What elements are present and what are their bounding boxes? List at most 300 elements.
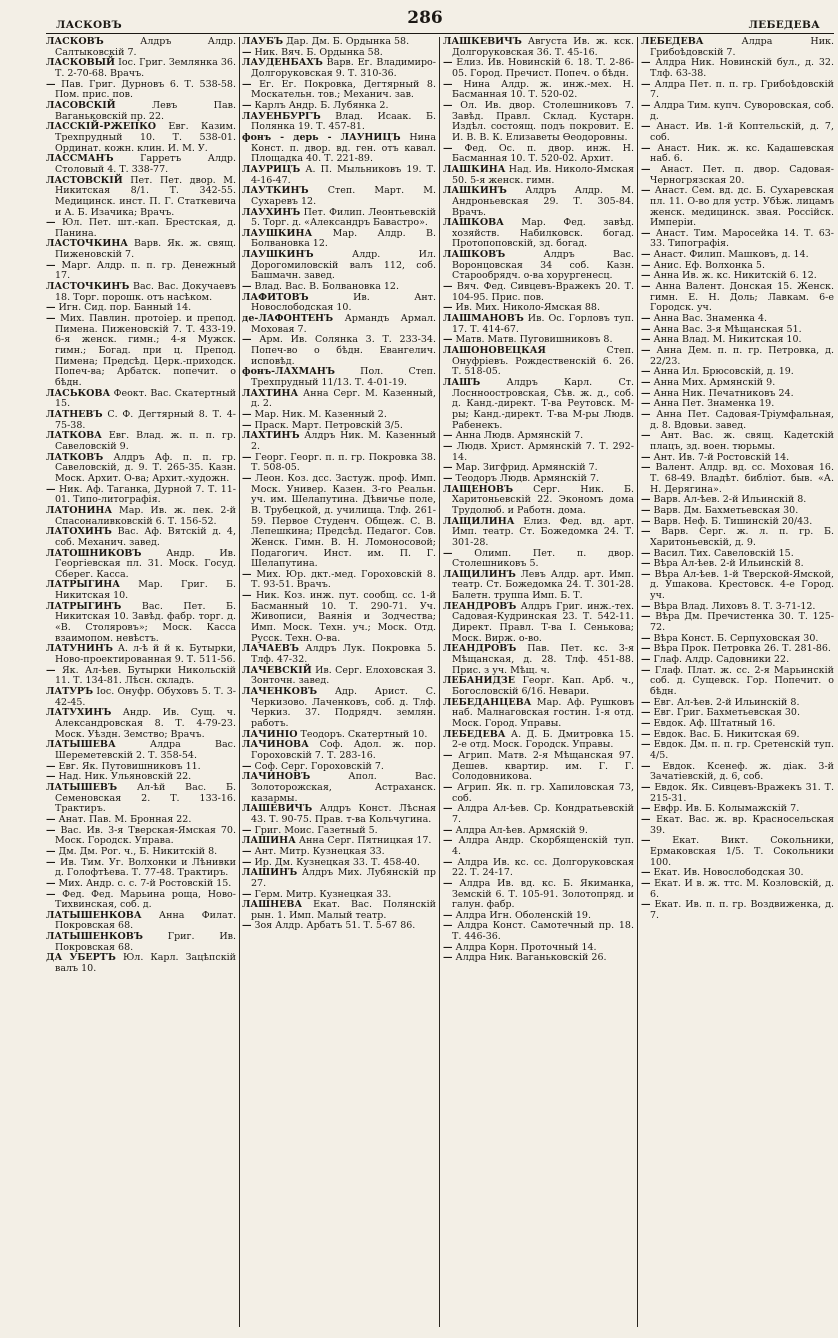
entry-details: Зоя Алдр. Арбатъ 51. Т. 5-67 86.: [251, 920, 416, 932]
directory-entry: [46, 932, 236, 953]
entry-details: Левъ Пав. Ваганьковскій пр. 22.: [55, 99, 236, 122]
entry-details: Анна Влад. М. Никитская 10.: [650, 334, 802, 346]
directory-entry: [443, 218, 634, 250]
entry-details: Ник. Коз. инж. пут. сообщ. сс. 1-й Басманный 10. Т. 290-71. Уч. Живописи, Ваянія и Зодчества; Имп. Моск. Техн. уч.; Моск. Отд. Русск. Техн. О-ва.: [251, 590, 436, 644]
entry-surname: —: [242, 568, 252, 580]
entry-details: Мар. Зигфрид. Армянскій 7.: [452, 462, 598, 474]
entry-details: Анна Ил. Брюсовскій, д. 19.: [650, 366, 794, 378]
entry-surname: —: [242, 856, 252, 868]
entry-surname: —: [641, 728, 651, 740]
entry-surname: ЛАШИНЪ: [242, 867, 298, 879]
entry-details: Алдръ Лук. Покровка 5. Тлф. 47-32.: [251, 643, 436, 666]
entry-details: Мих. Павлин. протоіер. и препод. Пимена. Пиженовскій 7. Т. 433-19. 6-я женск. гимн.; 4-я Мужск. гимн.; Богад. при ц. Препод. Пимена; Предсѣд. Церк.-приходск. Попеч-ва; Арбатск. попечит. о бѣдн.: [55, 313, 236, 388]
entry-surname: ЛАШКЕВИЧЪ: [443, 37, 522, 47]
entry-surname: ЛАЧИНІО: [242, 728, 298, 740]
directory-entry: [443, 879, 634, 911]
entry-surname: —: [641, 547, 651, 559]
entry-details: Ал-ѣй Вас. Б. Семеновская 2. Т. 133-16. Трактиръ.: [55, 781, 236, 815]
directory-entry: [641, 527, 834, 548]
entry-surname: —: [443, 281, 453, 293]
entry-details: Алдръ Алдр. Салтыковскій 7.: [55, 37, 236, 58]
entry-surname: ЛАТРЫГИНЪ: [46, 600, 122, 612]
entry-details: Ант. Митр. Кузнецкая 33.: [251, 845, 385, 857]
entry-details: Анаст. Ник. ж. кс. Кадашевская наб. 6.: [650, 142, 834, 165]
running-head-right: ЛЕБЕДЕВА: [748, 19, 820, 31]
directory-entry: [641, 80, 834, 101]
entry-surname: —: [242, 78, 252, 90]
directory-entry: [641, 58, 834, 79]
entry-surname: —: [443, 334, 453, 346]
entry-surname: ЛАШКИНА: [443, 163, 506, 175]
entry-details: Марг. Алдр. п. п. гр. Денежный 17.: [55, 259, 236, 282]
entry-surname: —: [46, 302, 56, 314]
entry-surname: —: [641, 121, 651, 133]
directory-entry: [443, 517, 634, 549]
directory-entry: [242, 900, 436, 921]
entry-surname: —: [242, 472, 252, 484]
entry-details: Мих. Юр. дкт.-мед. Гороховскій 8. Т. 93-51. Врачъ.: [251, 568, 436, 591]
entry-details: Алдра Ник. Грибоѣдовскій 7.: [650, 37, 834, 58]
entry-surname: —: [242, 334, 252, 346]
directory-entry: [443, 442, 634, 463]
directory-entry: [443, 804, 634, 825]
entry-surname: —: [641, 249, 651, 261]
entry-details: Вас. Ив. 3-я Тверская-Ямская 70. Моск. Городск. Управа.: [55, 824, 236, 847]
entry-surname: —: [641, 142, 651, 154]
entry-surname: ЛАЩЕНОВЪ: [443, 483, 514, 495]
entry-details: Варв. Серг. ж. л. п. гр. Б. Харитоньевскій, д. 9.: [650, 526, 834, 548]
directory-entry: [46, 122, 236, 154]
entry-surname: ЛАШКОВА: [443, 217, 504, 229]
page-number: 286: [407, 8, 443, 28]
entry-surname: ЛАУРИЦЪ: [242, 163, 301, 175]
entry-surname: ЛАУХИНЪ: [242, 206, 301, 218]
entry-surname: —: [46, 888, 56, 900]
directory-entry: [46, 314, 236, 389]
entry-details: Ив. Ант. Новослободская 10.: [251, 291, 436, 314]
entry-details: Фед. Фед. Марьина роща, Ново-Тихвинская, соб. д.: [55, 888, 236, 911]
entry-surname: ЛАТКОВА: [46, 430, 102, 442]
entry-surname: —: [641, 227, 651, 239]
directory-entry: [242, 666, 436, 687]
entry-details: Елиз. Ив. Новинскій 6. 18. Т. 2-86-05. Город. Пречист. Попеч. о бѣдн.: [452, 57, 634, 79]
entry-surname: ЛЕАНДРОВЪ: [443, 600, 517, 612]
entry-details: Гарретъ Алдр. Столовый 4. Т. 338-77.: [55, 153, 236, 175]
entry-details: Евдок. Як. Сивцевъ-Вражекъ 31. Т. 215-31.: [650, 781, 834, 804]
entry-details: Августа Ив. ж. кск. Долгоруковская 36. Т. 45-16.: [452, 37, 634, 58]
entry-surname: —: [242, 920, 252, 932]
entry-surname: —: [46, 824, 56, 836]
entry-surname: —: [443, 803, 453, 815]
entry-details: Ант. Вас. ж. свящ. Кадетскій плацъ, зд. воен. тюрьмы.: [650, 430, 834, 452]
entry-details: Ив. Серг. Елоховская 3. Зонточн. завед.: [251, 664, 436, 687]
entry-surname: —: [242, 419, 252, 431]
entry-surname: ЛАТУХИНЪ: [46, 707, 112, 719]
entry-details: Евдок. Аф. Штатный 16.: [650, 718, 776, 729]
entry-surname: ЛАУЕНБУРГЪ: [242, 110, 321, 122]
directory-entry: [242, 804, 436, 825]
entry-details: Алдръ Григ. инж.-тех. Садовая-Кудринская 23. Т. 542-11. Директ. Правл. Т-ва І. Сенькова; Моск. Вирж. о-во.: [452, 600, 634, 644]
entry-surname: ЛАХТИНА: [242, 387, 299, 399]
entry-details: Варв. Ал-ѣев. 2-й Ильинскій 8.: [650, 494, 807, 506]
entry-surname: ЛАТЫШЕНКОВЪ: [46, 931, 143, 943]
entry-details: Елиз. Фед. вд. арт. Имп. театр. Ст. Божедомка 24. Т. 301-28.: [452, 515, 634, 548]
entry-surname: —: [641, 377, 651, 388]
entry-surname: —: [443, 824, 453, 836]
directory-entry: [443, 570, 634, 602]
directory-entry: [641, 346, 834, 367]
entry-surname: ЛЕБАНИДЗЕ: [443, 675, 515, 687]
entry-details: Алдръ Вас. Воронцовская 34 соб. Казн. Старообрядч. о-ва хорургенесц.: [452, 249, 634, 282]
entry-surname: ЛАТРЫГИНА: [46, 579, 121, 591]
entry-surname: фонъ-ЛАХМАНЪ: [242, 366, 335, 378]
entry-details: Георг. Кап. Арб. ч., Богословскій 6/16. Невари.: [452, 675, 634, 698]
entry-details: Степ. Март. М. Сухаревъ 12.: [251, 185, 436, 207]
directory-entry: [242, 740, 436, 761]
directory-entry: [641, 762, 834, 783]
entry-surname: —: [443, 430, 453, 442]
entry-surname: —: [641, 718, 651, 729]
entry-details: Варв. Ег. Владимиро-Долгоруковская 9. Т. 310-36.: [251, 57, 436, 79]
entry-surname: ЛАТЫШЕВЪ: [46, 781, 118, 793]
entry-surname: —: [641, 664, 651, 676]
entry-details: Екат. И в. ж. ттс. М. Козловскій, д. 6.: [650, 877, 834, 900]
entry-surname: —: [443, 856, 453, 868]
entry-surname: ЛАЧИНОВЪ: [242, 771, 311, 783]
directory-entry: [46, 580, 236, 601]
directory-entry: [242, 431, 436, 452]
entry-surname: —: [641, 600, 651, 612]
directory-entry: [242, 367, 436, 388]
directory-entry: [242, 474, 436, 570]
directory-entry: [46, 261, 236, 282]
directory-entry: [641, 144, 834, 165]
entry-surname: ЛАШНЕВА: [242, 899, 303, 911]
entry-surname: ЛАЧИНОВА: [242, 739, 309, 751]
entry-details: Агрип. Матв. 2-я Мѣщанская 97. Дешев. квартир. им. Г. Г. Солодовникова.: [452, 749, 634, 783]
directory-entry: [641, 37, 834, 58]
directory-entry: [641, 101, 834, 122]
entry-details: Дар. Дм. Б. Ордынка 58.: [283, 37, 410, 47]
entry-surname: —: [641, 345, 651, 357]
entry-surname: ЛАСТОЧКИНА: [46, 238, 129, 250]
entry-surname: —: [641, 643, 651, 655]
entry-details: Алдра Ал-ѣев. Ср. Кондратьевскій 7.: [452, 803, 634, 825]
entry-surname: —: [641, 558, 651, 570]
directory-entry: [443, 676, 634, 697]
entry-surname: —: [641, 313, 651, 325]
entry-details: Анна Серг. М. Казенный, д. 2.: [251, 387, 436, 410]
directory-entry: [641, 783, 834, 804]
entry-details: Степ. Онуфріевъ. Рождественскій 6. 26. Т. 518-05.: [452, 345, 634, 378]
entry-details: Праск. Март. Петровскій 3/5.: [251, 419, 403, 431]
entry-details: Ив. Мих. Николо-Ямская 88.: [452, 302, 600, 314]
entry-surname: —: [641, 281, 651, 293]
entry-details: Ол. Ив. двор. Столешниковъ 7. Завѣд. Правл. Склад. Кустарн. Издѣл. состоящ. подъ покровит. Е. И. В. В. К. Елизаветы Ѳеодоровны.: [452, 99, 634, 143]
directory-entry: [443, 378, 634, 431]
entry-surname: —: [641, 451, 651, 463]
directory-entry: [641, 463, 834, 495]
entry-details: Екат. Ив. Новослободская 30.: [650, 867, 804, 879]
entry-details: Герм. Митр. Кузнецкая 33.: [251, 888, 392, 900]
entry-surname: —: [46, 483, 56, 495]
entry-surname: —: [443, 462, 453, 474]
directory-entry: [46, 826, 236, 847]
entry-surname: —: [46, 813, 56, 825]
entry-details: Мар. Аф. Рушковъ наб. Малнаговская гостин. 1-я отд. Моск. Город. Управы.: [452, 696, 634, 729]
entry-surname: ЛАТУНИНЪ: [46, 643, 113, 655]
entry-surname: —: [641, 334, 651, 346]
entry-details: Адр. Арист. С. Черкизово. Лаченковъ, соб. д. Тлф. Черкиз. 37. Подрядч. землян. работъ.: [251, 686, 436, 729]
entry-surname: —: [641, 781, 651, 793]
entry-surname: —: [641, 867, 651, 879]
entry-details: Алдра Пет. п. п. гр. Грибоѣдовскій 7.: [650, 78, 834, 101]
column-2: [242, 37, 436, 1327]
directory-entry: [443, 346, 634, 378]
directory-entry: [46, 527, 236, 548]
entry-details: Алдръ Конст. Лѣсная 43. Т. 90-75. Прав. т-ва Кольчугина.: [251, 803, 436, 825]
entry-details: Пол. Степ. Трехпрудный 11/13. Т. 4-01-19.: [251, 366, 436, 388]
entry-surname: ЛАЧЕВСКІЙ: [242, 664, 312, 676]
directory-entry: [46, 80, 236, 101]
entry-surname: —: [641, 163, 651, 175]
entry-surname: —: [641, 696, 651, 708]
column-4: [641, 37, 834, 1327]
entry-details: Алдръ Мих. Лубянскій пр 27.: [251, 867, 436, 889]
entry-details: Пав. Григ. Дурновъ 6. Т. 538-58. Пом. прис. пов.: [55, 78, 236, 101]
entry-surname: —: [641, 323, 651, 335]
entry-surname: ЛАФИТОВЪ: [242, 291, 309, 303]
entry-details: Варв. Неф. Б. Тишинскій 20/43.: [650, 515, 813, 527]
entry-surname: —: [443, 835, 453, 847]
entry-surname: —: [641, 398, 651, 410]
directory-entry: [641, 740, 834, 761]
entry-surname: —: [443, 440, 453, 452]
entry-surname: ЛАССКІЙ-РЖЕПКО: [46, 121, 157, 133]
entry-surname: —: [242, 845, 252, 857]
entry-surname: ЛЕАНДРОВЪ: [443, 643, 517, 655]
entry-details: Алдра Корн. Проточный 14.: [452, 941, 597, 953]
entry-details: Мар. Ник. М. Казенный 2.: [251, 408, 387, 420]
entry-details: Теодоръ. Скатертный 10.: [297, 728, 428, 740]
entry-surname: —: [46, 313, 56, 325]
entry-details: Анна Пет. Садовая-Тріумфальная, д. 8. Вдовьи. завед.: [650, 408, 834, 431]
entry-details: Георг. Георг. п. п. гр. Покровка 38. Т. 508-05.: [251, 451, 436, 474]
entry-details: Алдр. Ил. Дорогомиловскій валъ 112, соб. Башмачн. завед.: [251, 249, 436, 282]
directory-entry: [443, 751, 634, 783]
directory-entry: [242, 570, 436, 591]
entry-surname: —: [641, 739, 651, 751]
entry-surname: —: [641, 57, 651, 69]
entry-surname: —: [641, 270, 651, 282]
directory-entry: [242, 453, 436, 474]
entry-surname: —: [641, 408, 651, 420]
entry-details: Алдра Ал-ѣев. Армяскій 9.: [452, 824, 588, 836]
directory-entry: [242, 772, 436, 804]
entry-surname: —: [443, 749, 453, 761]
entry-details: Юл. Пет. шт.-кап. Брестская, д. Панина.: [55, 217, 236, 239]
directory-entry: [641, 836, 834, 868]
entry-details: Вѣра Влад. Лиховъ 8. Т. 3-71-12.: [650, 600, 816, 612]
entry-details: Анна Ив. ж. кс. Никитскій 6. 12.: [650, 270, 817, 282]
directory-entry: [46, 708, 236, 740]
entry-details: Анна Ник. Печатниковъ 24.: [650, 387, 794, 399]
column-divider: [439, 37, 440, 1327]
entry-details: Вас. Вас. Докучаевъ 18. Торг. порошк. отъ насѣком.: [55, 281, 236, 303]
entry-details: Анна Вас. 3-я Мѣщанская 51.: [650, 323, 802, 335]
entry-details: Пет. Пет. двор. М. Никитская 8/1. Т. 342-55. Медицинск. инст. П. Г. Статкевича и А. Б. Изачика; Врачъ.: [55, 174, 236, 218]
entry-details: Алдра Игн. Оболенскій 19.: [452, 909, 591, 921]
directory-entry: [46, 953, 236, 974]
entry-details: Анис. Еф. Волхонка 5.: [650, 259, 765, 271]
entry-surname: ЛАСОВСКІЙ: [46, 99, 116, 111]
entry-details: Анаст. Пет. п. двор. Садовая-Черногрязская 20.: [650, 163, 834, 186]
entry-surname: —: [242, 281, 252, 293]
entry-details: Вас. Аф. Вятскій д. 4, соб. Механич. завед.: [55, 526, 236, 548]
entry-details: Людв. Христ. Армянскій 7. Т. 292-14.: [452, 440, 634, 463]
entry-details: Екат. Вас. ж. вр. Красносельская 39.: [650, 813, 834, 836]
entry-surname: —: [443, 57, 453, 69]
entry-details: Матв. Матв. Пуговишниковъ 8.: [452, 334, 613, 346]
directory-entry: [641, 229, 834, 250]
entry-surname: —: [443, 547, 453, 559]
entry-surname: —: [443, 99, 453, 111]
entry-surname: —: [641, 760, 651, 772]
entry-details: Вѣра Ал-ѣев. 1-й Тверской-Ямской, д. Ушакова. Крестовск. 4-е Город. уч.: [650, 568, 834, 602]
entry-details: Апол. Вас. Золоторожская, Астраханск. казармы.: [251, 771, 436, 804]
entry-details: Анна Дем. п. п. гр. Петровка, д. 22/23.: [650, 345, 834, 367]
entry-details: Анат. Пав. М. Бронная 22.: [55, 813, 192, 825]
entry-details: Ник. Аф. Таганка, Дурной 7. Т. 11-01. Типо-литографія.: [55, 483, 236, 506]
directory-entry: [46, 911, 236, 932]
entry-surname: —: [46, 877, 56, 889]
entry-details: Валент. Алдр. вд. сс. Моховая 16. Т. 68-49. Владѣт. библіот. быв. «А. Н. Дерягина».: [650, 462, 834, 495]
entry-surname: —: [641, 899, 651, 911]
directory-entry: [46, 37, 236, 58]
entry-details: Алдра Ник. Ваганьковскій 26.: [452, 952, 607, 964]
entry-surname: ЛАШМАНОВЪ: [443, 313, 524, 325]
entry-details: Григ. Моис. Газетный 5.: [251, 824, 378, 836]
entry-surname: ЛАШКИНЪ: [443, 185, 507, 197]
entry-details: Мар. Фед. завѣд. хозяйств. Набилковск. богад. Протопоповскій, зд. богад.: [452, 217, 634, 250]
entry-details: Теодоръ Людв. Армянскій 7.: [452, 472, 600, 484]
entry-surname: ЛАСТОВСКІЙ: [46, 174, 123, 186]
entry-details: Вѣра Дм. Пречистенка 30. Т. 125-72.: [650, 611, 834, 634]
entry-details: Агрип. Як. п. гр. Хапиловская 73, соб.: [452, 781, 634, 804]
entry-surname: —: [443, 909, 453, 921]
directory-entry: [443, 37, 634, 58]
entry-surname: —: [641, 803, 651, 815]
entry-details: Нина Конст. п. двор. вд. ген. отъ кавал. Площадка 40. Т. 221-89.: [251, 131, 436, 165]
entry-surname: ЛАСКОВЪ: [46, 37, 104, 47]
entry-surname: ЛАТЫШЕВА: [46, 739, 116, 751]
directory-entry: [46, 740, 236, 761]
entry-surname: —: [641, 526, 651, 538]
entry-surname: —: [641, 707, 651, 719]
entry-surname: ЛАТУРЪ: [46, 686, 94, 698]
directory-entry: [46, 389, 236, 410]
entry-details: Іос. Григ. Землянка 36. Т. 2-70-68. Врачъ.: [55, 57, 236, 79]
directory-entry: [46, 101, 236, 122]
entry-surname: —: [641, 387, 651, 399]
directory-entry: [242, 389, 436, 410]
entry-surname: ЛАСТОЧКИНЪ: [46, 281, 130, 293]
entry-surname: —: [641, 430, 651, 442]
directory-entry: [443, 165, 634, 186]
entry-details: Ив. Тим. Уг. Волхонки и Лѣнивки д. Голофтѣева. Т. 77-48. Трактиръ.: [55, 856, 236, 879]
directory-entry: [641, 122, 834, 143]
entry-details: Пав. Пет. кс. 3-я Мѣщанская, д. 28. Тлф. 451-88. Прис. з уч. Мѣщ. ч.: [452, 643, 634, 676]
entry-surname: —: [242, 408, 252, 420]
entry-surname: —: [242, 824, 252, 836]
entry-details: Андр. Ив. Георгіевская пл. 31. Моск. Госуд. Сберег. Касса.: [55, 547, 236, 580]
entry-details: Влад. Вас. В. Болвановка 12.: [251, 281, 399, 293]
entry-surname: ЛАЧАЕВЪ: [242, 643, 299, 655]
entry-surname: —: [641, 462, 651, 474]
entry-details: Ег. Ег. Покровка, Дегтярный 8. Москательн. тов.; Механич. зав.: [251, 78, 436, 101]
entry-details: Левъ Алдр. арт. Имп. театр. Ст. Божедомка 24. Т. 301-28. Балетн. труппа Имп. Б. Т.: [452, 568, 634, 602]
directory-entry: [443, 250, 634, 282]
entry-details: Анаст. Сем. вд. дс. Б. Сухаревская пл. 11. О-во для устр. Убѣж. лицамъ женск. медицинск. звая. Россійск. Имперіи.: [650, 185, 834, 229]
entry-details: Олимп. Пет. п. двор. Столешниковъ 5.: [452, 547, 634, 570]
entry-details: Анна Мих. Армянскій 9.: [650, 377, 776, 388]
directory-entry: [242, 133, 436, 165]
directory-entry: [443, 58, 634, 79]
entry-surname: фонъ - дерь - ЛАУНИЦЪ: [242, 131, 401, 143]
entry-details: Влад. Исаак. Б. Полянка 19. Т. 457-81.: [251, 110, 436, 133]
directory-entry: [242, 112, 436, 133]
directory-entry: [242, 58, 436, 79]
entry-details: Пет. Филип. Леонтьевскій 5. Торг. д. «Александръ Бавастро».: [251, 206, 436, 229]
entry-surname: —: [641, 494, 651, 506]
directory-entry: [46, 239, 236, 260]
entry-surname: ЛАШИНА: [242, 835, 296, 847]
entry-surname: —: [46, 760, 56, 772]
entry-details: Анаст. Филип. Машковъ, д. 14.: [650, 249, 809, 261]
entry-surname: —: [443, 78, 453, 90]
entry-surname: ЛАТЫШЕНКОВА: [46, 909, 142, 921]
entry-details: Евдок. Дм. п. п. гр. Сретенскій туп. 4/5.: [650, 739, 834, 761]
directory-entry: [242, 687, 436, 730]
entry-surname: —: [641, 568, 651, 580]
entry-surname: —: [443, 952, 453, 964]
entry-details: Нина Алдр. ж. инж.-мех. Н. Басманная 10. Т. 520-02.: [452, 78, 634, 101]
directory-entry: [46, 431, 236, 452]
directory-entry: [242, 314, 436, 335]
entry-surname: —: [641, 366, 651, 378]
entry-surname: —: [641, 504, 651, 516]
entry-details: Феокт. Вас. Скатертный 15.: [55, 387, 236, 410]
directory-entry: [46, 410, 236, 431]
directory-entry: [641, 165, 834, 186]
entry-surname: —: [641, 835, 651, 847]
entry-details: Мар. Григ. Б. Никитская 10.: [55, 579, 236, 602]
directory-entry: [443, 836, 634, 857]
directory-entry: [443, 314, 634, 335]
entry-surname: ЛЕБЕДЕВА: [641, 37, 704, 47]
directory-entry: [641, 879, 834, 900]
entry-surname: —: [242, 888, 252, 900]
directory-entry: [46, 549, 236, 581]
column-3: [443, 37, 634, 1327]
entry-surname: ЛЕБЕДЕВА: [443, 728, 506, 740]
directory-entry: [641, 815, 834, 836]
entry-surname: —: [641, 185, 651, 197]
directory-entry: [443, 602, 634, 645]
entry-surname: —: [641, 515, 651, 527]
directory-entry: [46, 453, 236, 485]
entry-surname: —: [46, 845, 56, 857]
